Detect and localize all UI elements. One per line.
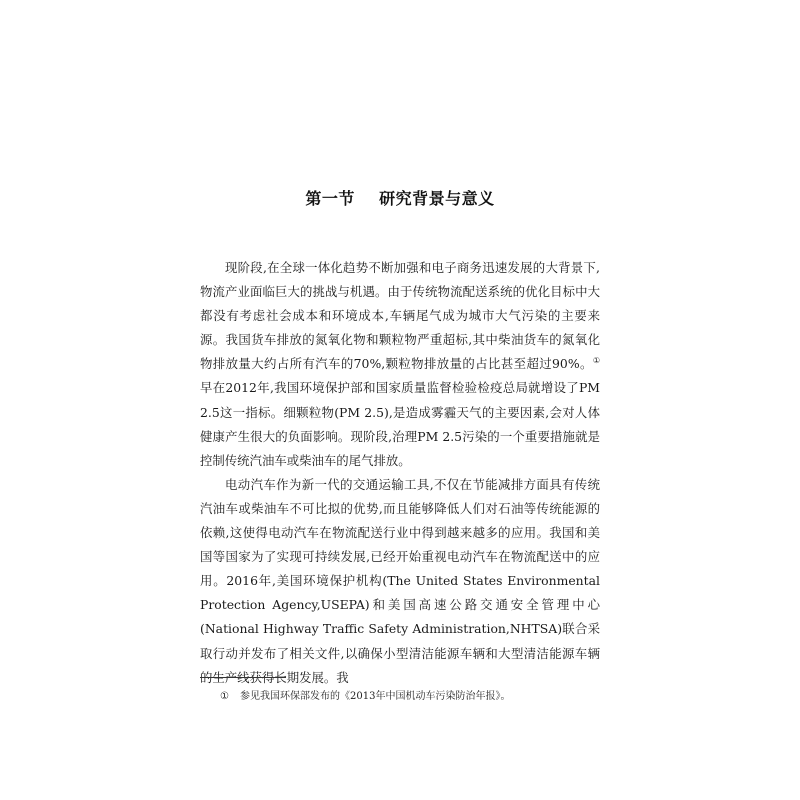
section-title: 第一节 研究背景与意义	[305, 189, 495, 208]
paragraph-1-text: 现阶段,在全球一体化趋势不断加强和电子商务迅速发展的大背景下,物流产业面临巨大的挑战与机遇。由于传统物流配送系统的优化目标中大都没有考虑社会成本和环境成本,车辆尾气成为城市大气污染的主要来源。我国货车排放的氮氧化物和颗粒物严重超标,其中柴油货车的氮氧化物排放量大约占所有汽车的70%,颗粒物排放量的占比甚至超过90%。	[200, 260, 600, 372]
body-text	[200, 256, 600, 690]
footnote-number: ①	[220, 691, 229, 702]
footnote-divider	[200, 677, 286, 678]
paragraph-1-continuation: 早在2012年,我国环境保护部和国家质量监督检验检疫总局就增设了PM 2.5这一指标。细颗粒物(PM 2.5),是造成雾霾天气的主要因素,会对人体健康产生很大的负面影响。现阶段,治理PM 2.5污染的一个重要措施就是控制传统汽油车或柴油车的尾气排放。	[200, 380, 600, 468]
footnote	[220, 690, 600, 704]
paragraph-1	[200, 256, 600, 473]
footnote-marker: ①	[592, 356, 600, 366]
footnote-text: 参见我国环保部发布的《2013年中国机动车污染防治年报》。	[240, 691, 511, 702]
paragraph-2: 电动汽车作为新一代的交通运输工具,不仅在节能减排方面具有传统汽油车或柴油车不可比拟的优势,而且能够降低人们对石油等传统能源的依赖,这使得电动汽车在物流配送行业中得到越来越多的应用。我国和美国等国家为了实现可持续发展,已经开始重视电动汽车在物流配送中的应用。2016年,美国环境保护机构(The United States Environmental Protection Agency,USEPA)和美国高速公路交通安全管理中心(National Highway Traffic Safety Administration,NHTSA)联合采取行动并发布了相关文件,以确保小型清洁能源车辆和大型清洁能源车辆的生产线获得长期发展。我	[200, 476, 600, 685]
